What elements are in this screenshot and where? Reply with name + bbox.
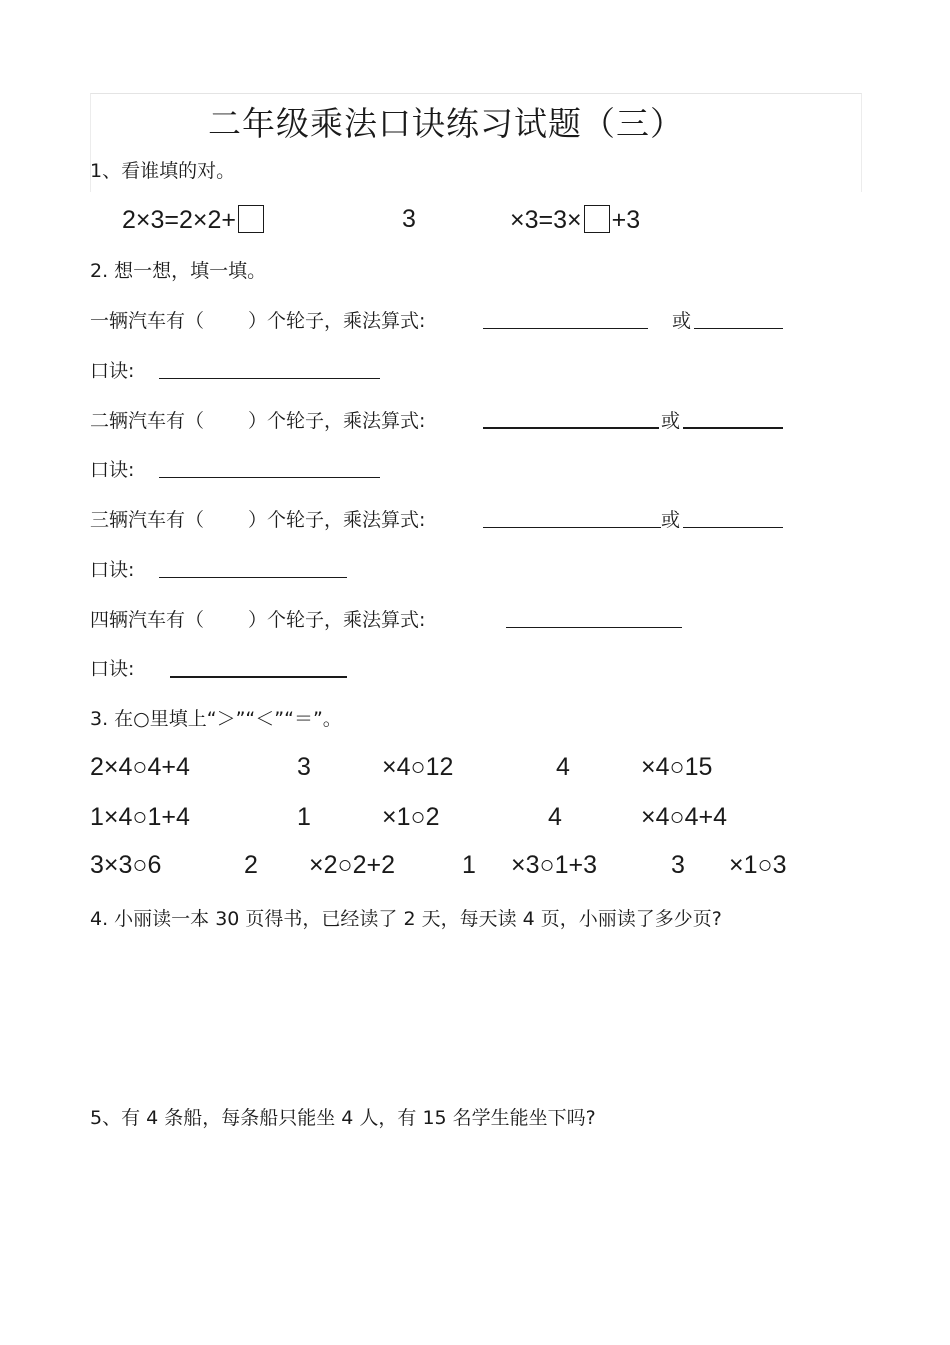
answer-box[interactable] xyxy=(238,205,264,233)
answer-box[interactable] xyxy=(584,205,610,233)
row-suffix: ）个轮子，乘法算式: xyxy=(248,410,426,432)
formula-answer-line[interactable] xyxy=(483,427,659,429)
alt-formula-answer-line[interactable] xyxy=(683,427,783,429)
q2-row-1 xyxy=(90,306,425,333)
koujue-answer-line[interactable] xyxy=(159,477,380,478)
compare-item: 1×4○1+4 xyxy=(90,803,190,831)
row-suffix: ）个轮子，乘法算式: xyxy=(248,609,426,631)
q2-row-2 xyxy=(90,406,425,433)
compare-item: 2 xyxy=(244,851,258,879)
q2-row-3 xyxy=(90,505,425,532)
koujue-answer-line[interactable] xyxy=(159,577,347,578)
row-suffix: ）个轮子，乘法算式: xyxy=(248,310,426,332)
alt-formula-answer-line[interactable] xyxy=(694,328,783,329)
q1-left-text: 2×3=2×2+ xyxy=(122,206,237,234)
compare-item: 4 xyxy=(556,753,570,781)
compare-item: ×4○4+4 xyxy=(641,803,728,831)
compare-item: ×3○1+3 xyxy=(511,851,598,879)
compare-item: 2×4○4+4 xyxy=(90,753,190,781)
koujue-answer-line[interactable] xyxy=(159,378,380,379)
koujue-label: 口诀: xyxy=(90,559,135,581)
row-prefix: 一辆汽车有（ xyxy=(90,310,205,332)
compare-item: 3×3○6 xyxy=(90,851,162,879)
koujue-label: 口诀: xyxy=(90,459,135,481)
page-title: 二年级乘法口诀练习试题（三） xyxy=(208,104,684,143)
q1-left-expression xyxy=(122,205,266,235)
compare-item: 3 xyxy=(671,851,685,879)
formula-answer-line[interactable] xyxy=(506,627,682,628)
formula-answer-line[interactable] xyxy=(483,328,648,329)
compare-item: 3 xyxy=(297,753,311,781)
alt-formula-answer-line[interactable] xyxy=(683,527,783,528)
q1-right-expression xyxy=(510,205,640,235)
q4-text: 4. 小丽读一本 30 页得书，已经读了 2 天，每天读 4 页，小丽读了多少页? xyxy=(90,908,722,930)
or-label: 或 xyxy=(661,410,681,432)
q1-heading: 1、看谁填的对。 xyxy=(90,160,236,182)
koujue-label: 口诀: xyxy=(90,360,135,382)
koujue-answer-line[interactable] xyxy=(170,676,347,678)
q2-row-4 xyxy=(90,605,425,632)
compare-item: ×1○2 xyxy=(382,803,440,831)
or-label: 或 xyxy=(672,310,692,332)
q1-right-text: ×3=3× xyxy=(510,206,582,234)
compare-item: 4 xyxy=(548,803,562,831)
koujue-label: 口诀: xyxy=(90,658,135,680)
q1-mid-number: 3 xyxy=(402,205,416,233)
compare-item: ×4○15 xyxy=(641,753,713,781)
q2-heading: 2. 想一想，填一填。 xyxy=(90,260,267,282)
or-label: 或 xyxy=(661,509,681,531)
compare-item: ×1○3 xyxy=(729,851,787,879)
compare-item: 1 xyxy=(462,851,476,879)
compare-item: 1 xyxy=(297,803,311,831)
row-prefix: 二辆汽车有（ xyxy=(90,410,205,432)
row-suffix: ）个轮子，乘法算式: xyxy=(248,509,426,531)
q5-text: 5、有 4 条船，每条船只能坐 4 人，有 15 名学生能坐下吗? xyxy=(90,1107,596,1129)
row-prefix: 四辆汽车有（ xyxy=(90,609,205,631)
row-prefix: 三辆汽车有（ xyxy=(90,509,205,531)
q3-heading: 3. 在○里填上“＞”“＜”“＝”。 xyxy=(90,708,342,730)
compare-item: ×4○12 xyxy=(382,753,454,781)
compare-item: ×2○2+2 xyxy=(309,851,396,879)
q1-right-tail: +3 xyxy=(611,206,641,234)
formula-answer-line[interactable] xyxy=(483,527,661,528)
